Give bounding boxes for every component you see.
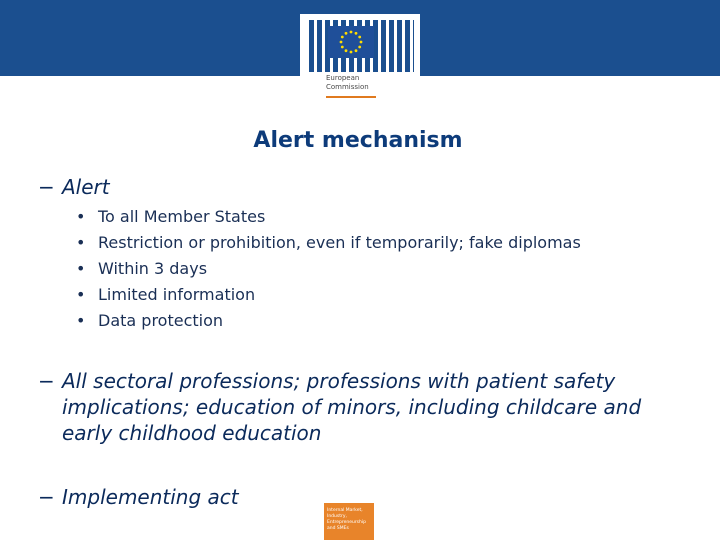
dash-marker: −: [38, 485, 55, 509]
footer-logo-text: Internal Market, Industry, Entrepreneurship and SMEs: [327, 508, 366, 531]
logo-underline: [326, 96, 376, 98]
bullet-text: Data protection: [98, 311, 224, 330]
bullet-text: To all Member States: [98, 207, 266, 226]
slide-title: Alert mechanism: [253, 128, 463, 153]
dash-marker: −: [38, 369, 55, 393]
logo-text: [326, 74, 386, 92]
bullet-dot: •: [76, 285, 86, 304]
bullet-item: [76, 204, 581, 230]
list-item-implementing-act: [38, 484, 438, 510]
logo-text-line1: European: [326, 74, 360, 82]
bullet-text: Restriction or prohibition, even if temporarily; fake diplomas: [98, 233, 581, 252]
list-item-label: Alert: [62, 175, 110, 199]
bullet-dot: •: [76, 233, 86, 252]
alert-bullet-list: [76, 204, 581, 334]
list-item-alert: [38, 174, 698, 200]
dg-grow-logo: [324, 503, 374, 540]
logo-text-line2: Commission: [326, 83, 369, 91]
bullet-item: [76, 308, 581, 334]
bullet-item: [76, 282, 581, 308]
bullet-item: [76, 230, 581, 256]
dash-marker: −: [38, 175, 55, 199]
list-item-sectoral-professions: [38, 368, 688, 446]
list-item-label: Implementing act: [62, 485, 239, 509]
bullet-item: [76, 256, 581, 282]
bullet-dot: •: [76, 259, 86, 278]
bullet-text: Within 3 days: [98, 259, 208, 278]
european-commission-logo: [300, 14, 420, 100]
bullet-dot: •: [76, 311, 86, 330]
list-item-label: All sectoral professions; professions with patient safety implications; education of minors, including childcare and early childhood education: [62, 369, 642, 445]
eu-flag-icon: [328, 26, 374, 58]
bullet-text: Limited information: [98, 285, 256, 304]
bullet-dot: •: [76, 207, 86, 226]
